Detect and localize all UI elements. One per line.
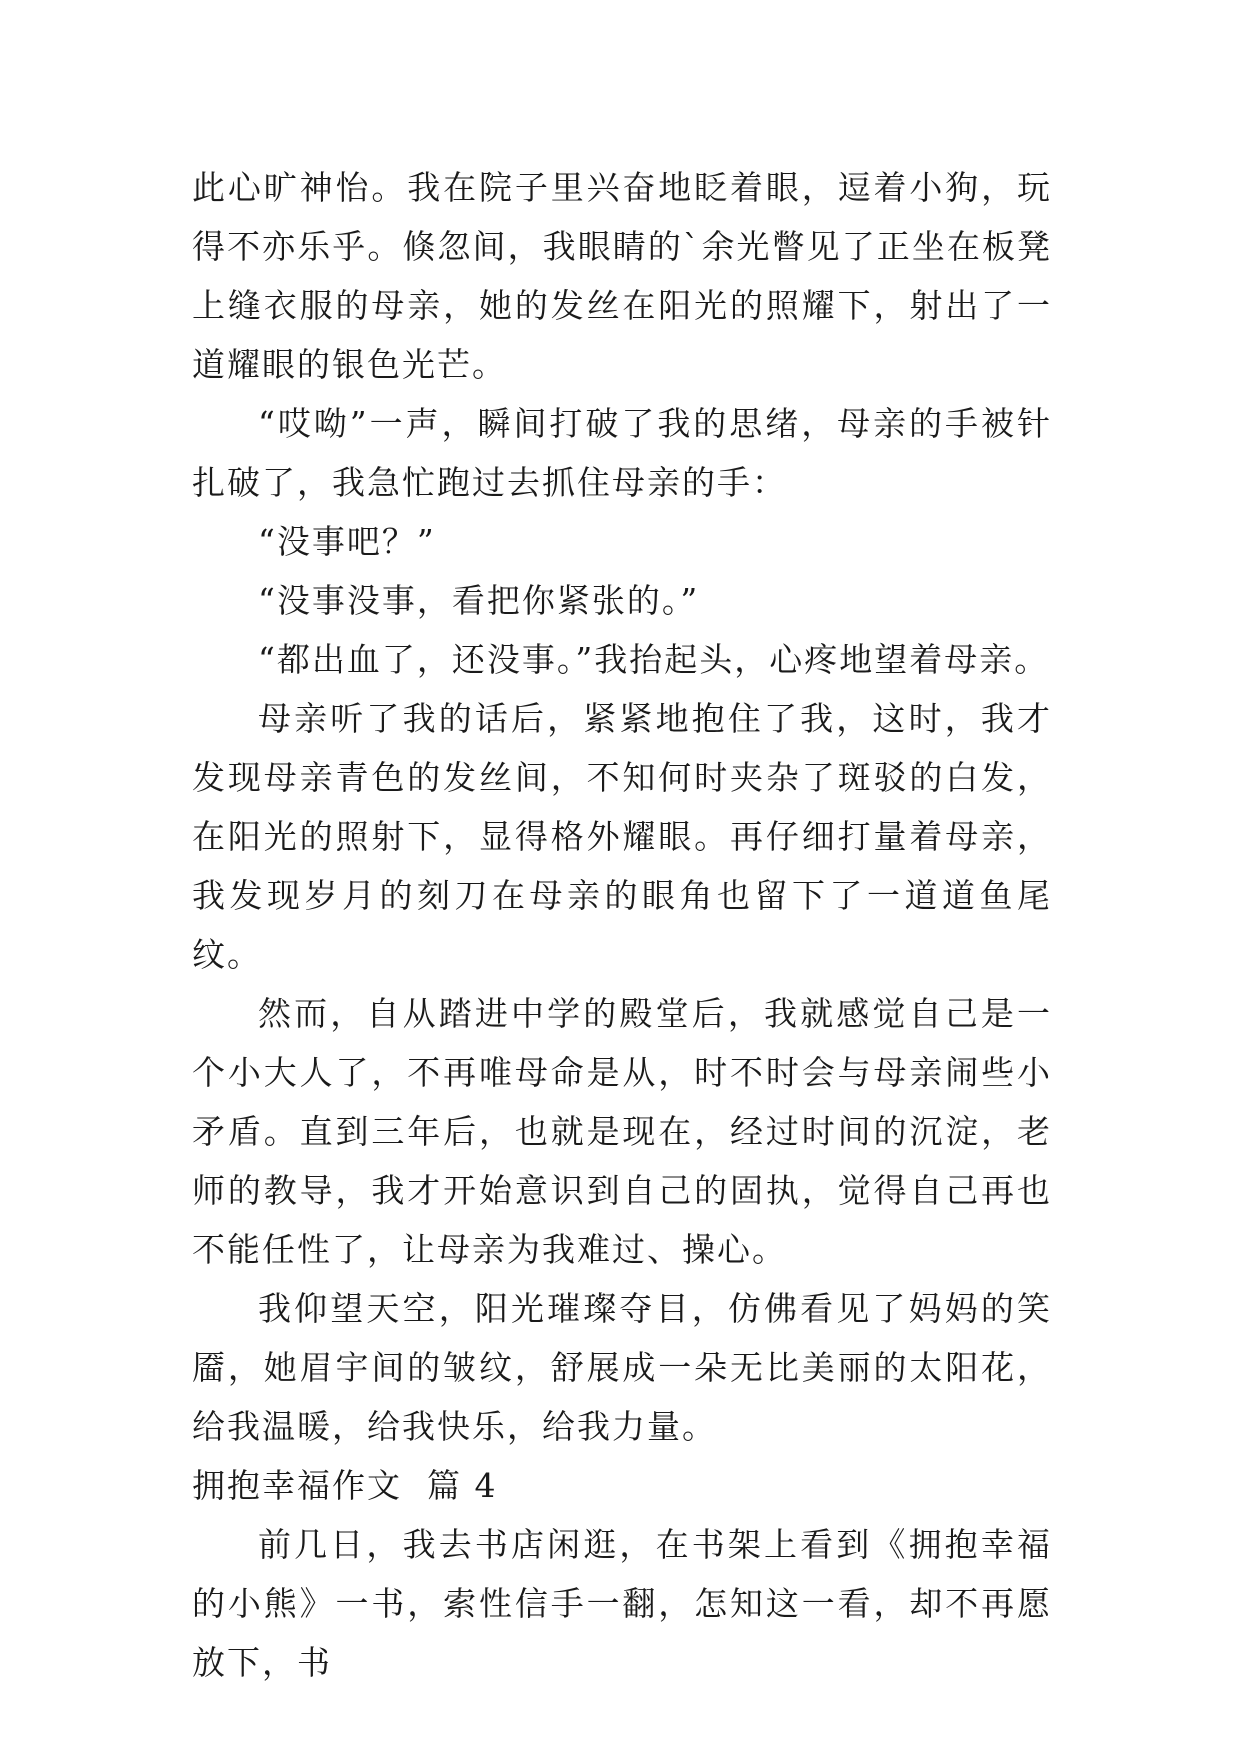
section-heading: 拥抱幸福作文 篇 4 — [192, 1466, 498, 1505]
paragraph: “哎呦”一声，瞬间打破了我的思绪，母亲的手被针扎破了，我急忙跑过去抓住母亲的手： — [192, 404, 1052, 502]
dialogue-line: “没事没事，看把你紧张的。” — [258, 581, 700, 620]
paragraph: 然而，自从踏进中学的殿堂后，我就感觉自己是一个小大人了，不再唯母命是从，时不时会与母亲闹些小矛盾。直到三年后，也就是现在，经过时间的沉淀，老师的教导，我才开始意识到自己的固执，觉得自己再也不能任性了，让母亲为我难过、操心。 — [192, 994, 1052, 1269]
dialogue-line: “都出血了，还没事。”我抬起头，心疼地望着母亲。 — [258, 640, 1050, 679]
paragraph: 此心旷神怡。我在院子里兴奋地眨着眼，逗着小狗，玩得不亦乐乎。倏忽间，我眼睛的`余光瞥见了正坐在板凳上缝衣服的母亲，她的发丝在阳光的照耀下，射出了一道耀眼的银色光芒。 — [192, 168, 1052, 384]
paragraph: 母亲听了我的话后，紧紧地抱住了我，这时，我才发现母亲青色的发丝间，不知何时夹杂了斑驳的白发，在阳光的照射下，显得格外耀眼。再仔细打量着母亲，我发现岁月的刻刀在母亲的眼角也留下了一道道鱼尾纹。 — [192, 699, 1052, 974]
dialogue-line: “没事吧？” — [258, 522, 436, 561]
paragraph: 前几日，我去书店闲逛，在书架上看到《拥抱幸福的小熊》一书，索性信手一翻，怎知这一看，却不再愿放下，书 — [192, 1525, 1052, 1682]
paragraph: 我仰望天空，阳光璀璨夺目，仿佛看见了妈妈的笑靥，她眉宇间的皱纹，舒展成一朵无比美丽的太阳花，给我温暖，给我快乐，给我力量。 — [192, 1289, 1052, 1446]
document-body — [192, 158, 1052, 1692]
